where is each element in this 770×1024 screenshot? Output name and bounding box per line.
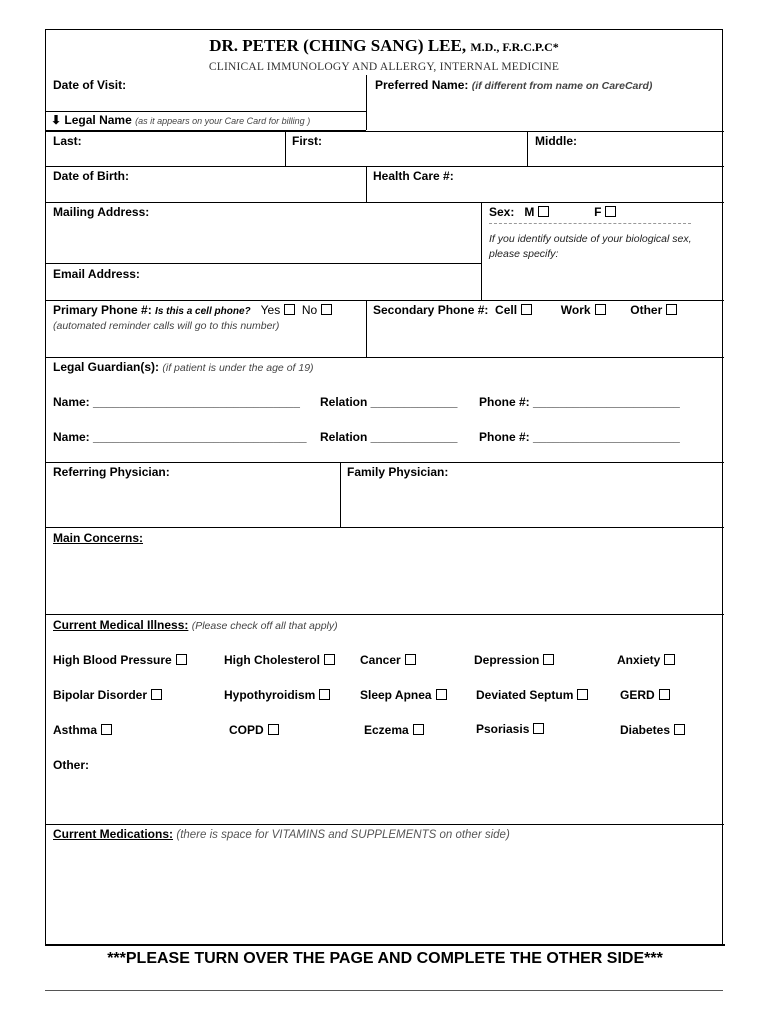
illness-item: Depression bbox=[474, 653, 554, 667]
bipolar-disorder-checkbox[interactable] bbox=[151, 689, 162, 700]
other-phone-label: Other bbox=[630, 303, 663, 317]
sex-f-label: F bbox=[594, 205, 602, 219]
copd-checkbox[interactable] bbox=[268, 724, 279, 735]
illness-item: Hypothyroidism bbox=[224, 688, 330, 702]
work-label: Work bbox=[560, 303, 591, 317]
first-name-label: First: bbox=[292, 134, 322, 148]
preferred-name-title: Preferred Name: bbox=[375, 78, 469, 92]
other-phone-checkbox[interactable] bbox=[666, 304, 677, 315]
guardian-name-1: Name: _______________________________ bbox=[53, 395, 300, 409]
doctor-credentials: M.D., F.R.C.P.C* bbox=[470, 40, 559, 54]
high-blood-pressure-checkbox[interactable] bbox=[176, 654, 187, 665]
illness-item: Sleep Apnea bbox=[360, 688, 447, 702]
anxiety-checkbox[interactable] bbox=[664, 654, 675, 665]
bottom-divider bbox=[45, 990, 723, 991]
email-address-label: Email Address: bbox=[53, 267, 140, 281]
sex-note-line1: If you identify outside of your biological sex, bbox=[489, 233, 692, 245]
sex-m-label: M bbox=[524, 205, 535, 219]
illness-item: Diabetes bbox=[620, 723, 685, 737]
cell-phone-question: Is this a cell phone? bbox=[155, 306, 251, 317]
sex-f-checkbox[interactable] bbox=[605, 206, 616, 217]
illness-item: GERD bbox=[620, 688, 670, 702]
illness-item: Psoriasis bbox=[476, 722, 544, 736]
other-illness-label: Other: bbox=[53, 758, 89, 772]
diabetes-checkbox[interactable] bbox=[674, 724, 685, 735]
asthma-checkbox[interactable] bbox=[101, 724, 112, 735]
current-medications-label bbox=[53, 827, 510, 841]
legal-guardian-label bbox=[53, 360, 314, 374]
preferred-name-label bbox=[375, 78, 652, 92]
sleep-apnea-checkbox[interactable] bbox=[436, 689, 447, 700]
legal-guardian-title: Legal Guardian(s): bbox=[53, 360, 160, 374]
illness-item: COPD bbox=[229, 723, 279, 737]
doctor-name-heading bbox=[46, 36, 722, 56]
illness-item: Eczema bbox=[364, 723, 424, 737]
illness-item: Deviated Septum bbox=[476, 688, 588, 702]
sex-title: Sex: bbox=[489, 205, 515, 219]
current-medications-title: Current Medications: bbox=[53, 827, 174, 841]
doctor-name: DR. PETER (CHING SANG) LEE, bbox=[209, 36, 467, 55]
guardian-relation-2: Relation _____________ bbox=[320, 430, 458, 444]
illness-item: Anxiety bbox=[617, 653, 675, 667]
depression-checkbox[interactable] bbox=[543, 654, 554, 665]
high-cholesterol-checkbox[interactable] bbox=[324, 654, 335, 665]
sex-label bbox=[489, 205, 616, 219]
family-physician-label: Family Physician: bbox=[347, 465, 449, 479]
illness-item: Bipolar Disorder bbox=[53, 688, 162, 702]
sex-m-checkbox[interactable] bbox=[538, 206, 549, 217]
preferred-name-note: (if different from name on CareCard) bbox=[471, 80, 653, 92]
reminder-note: (automated reminder calls will go to this number) bbox=[53, 320, 280, 332]
last-name-label: Last: bbox=[53, 134, 82, 148]
cancer-checkbox[interactable] bbox=[405, 654, 416, 665]
eczema-checkbox[interactable] bbox=[413, 724, 424, 735]
legal-name-note: (as it appears on your Care Card for billing ) bbox=[135, 116, 311, 126]
date-of-visit-label: Date of Visit: bbox=[53, 78, 127, 92]
guardian-phone-2: Phone #: ______________________ bbox=[479, 430, 680, 444]
cell-checkbox[interactable] bbox=[521, 304, 532, 315]
current-medications-note: (there is space for VITAMINS and SUPPLEMENTS on other side) bbox=[176, 829, 510, 841]
guardian-relation-1: Relation _____________ bbox=[320, 395, 458, 409]
main-concerns-label: Main Concerns: bbox=[53, 531, 144, 545]
illness-item: Asthma bbox=[53, 723, 112, 737]
medical-illness-label bbox=[53, 618, 338, 632]
yes-checkbox[interactable] bbox=[284, 304, 295, 315]
guardian-name-2: Name: ________________________________ bbox=[53, 430, 307, 444]
legal-name-label bbox=[51, 113, 310, 127]
mailing-address-label: Mailing Address: bbox=[53, 205, 150, 219]
middle-name-label: Middle: bbox=[535, 134, 577, 148]
illness-item: High Cholesterol bbox=[224, 653, 335, 667]
illness-item: High Blood Pressure bbox=[53, 653, 187, 667]
specialty-heading: CLINICAL IMMUNOLOGY AND ALLERGY, INTERNAL MEDICINE bbox=[208, 61, 560, 73]
health-care-number-label: Health Care #: bbox=[373, 169, 454, 183]
down-arrow-icon: ⬇ bbox=[51, 113, 62, 127]
illness-item: Cancer bbox=[360, 653, 416, 667]
referring-physician-label: Referring Physician: bbox=[53, 465, 170, 479]
yes-label: Yes bbox=[260, 303, 281, 317]
sex-note-line2: please specify: bbox=[489, 248, 559, 260]
turn-over-notice: ***PLEASE TURN OVER THE PAGE AND COMPLETE THE OTHER SIDE*** bbox=[107, 950, 663, 967]
medical-illness-note: (Please check off all that apply) bbox=[191, 620, 338, 632]
no-label: No bbox=[301, 303, 318, 317]
secondary-phone-label bbox=[373, 303, 677, 317]
legal-name-title: Legal Name bbox=[64, 113, 132, 127]
psoriasis-checkbox[interactable] bbox=[533, 723, 544, 734]
guardian-phone-1: Phone #: ______________________ bbox=[479, 395, 680, 409]
hypothyroidism-checkbox[interactable] bbox=[319, 689, 330, 700]
intake-form bbox=[45, 29, 723, 945]
legal-guardian-note: (if patient is under the age of 19) bbox=[162, 362, 314, 374]
primary-phone-label bbox=[53, 303, 332, 317]
secondary-phone-title: Secondary Phone #: bbox=[373, 303, 489, 317]
gerd-checkbox[interactable] bbox=[659, 689, 670, 700]
deviated-septum-checkbox[interactable] bbox=[577, 689, 588, 700]
cell-label: Cell bbox=[495, 303, 518, 317]
medical-illness-title: Current Medical Illness: bbox=[53, 618, 189, 632]
work-checkbox[interactable] bbox=[595, 304, 606, 315]
date-of-birth-label: Date of Birth: bbox=[53, 169, 129, 183]
no-checkbox[interactable] bbox=[321, 304, 332, 315]
primary-phone-title: Primary Phone #: bbox=[53, 303, 152, 317]
